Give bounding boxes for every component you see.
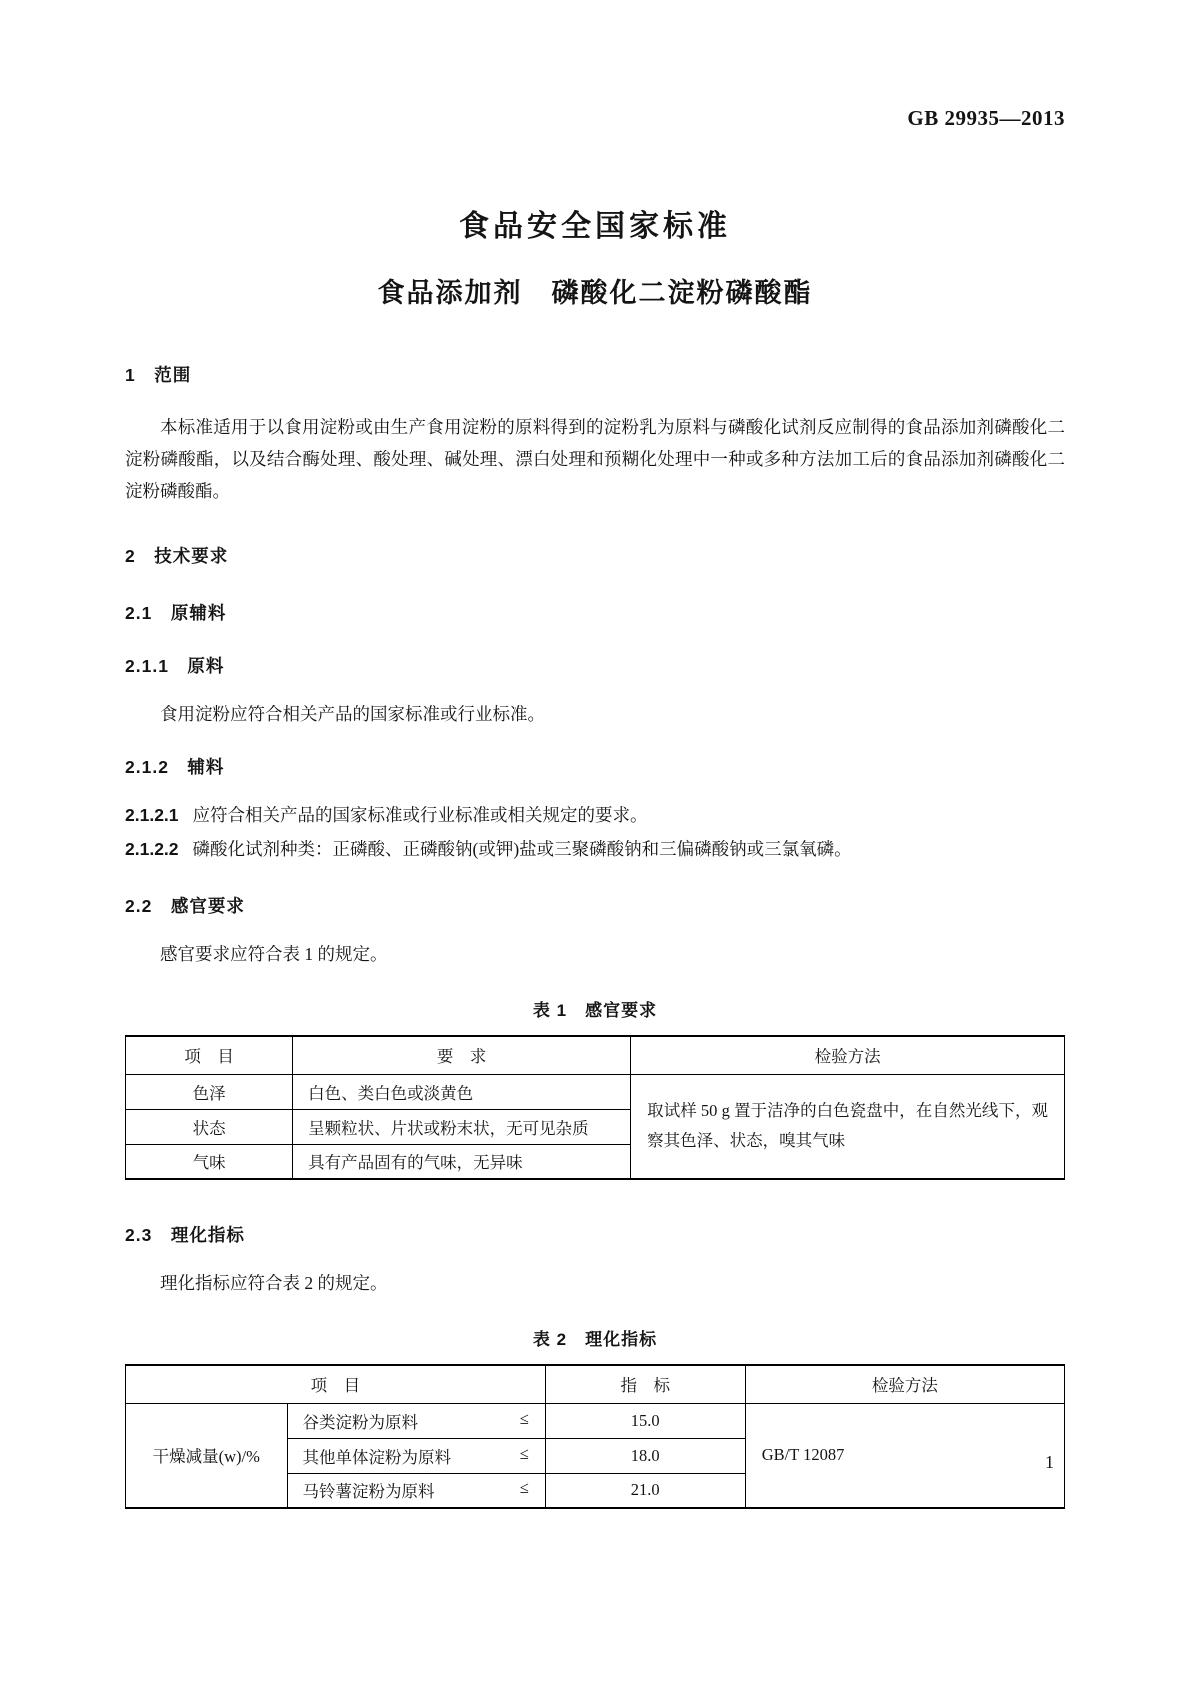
clause-2-1-2-2: [125, 833, 1065, 865]
table-2-value-cereal: 15.0: [545, 1403, 745, 1438]
table-2-value-other: 18.0: [545, 1438, 745, 1473]
table-2-header-method: 检验方法: [745, 1365, 1064, 1403]
table-1-item-color: 色泽: [126, 1074, 293, 1109]
section-1-paragraph: 本标准适用于以食用淀粉或由生产食用淀粉的原料得到的淀粉乳为原料与磷酸化试剂反应制得的食品添加剂磷酸化二淀粉磷酸酯，以及结合酶处理、酸处理、碱处理、漂白处理和预糊化处理中一种或多种方法加工后的食品添加剂磷酸化二淀粉磷酸酯。: [125, 417, 1065, 501]
table-1-item-odor: 气味: [126, 1144, 293, 1179]
table-1-caption: 表 1 感官要求: [532, 1001, 658, 1020]
clause-2-1-2-1-number: 2.1.2.1: [125, 805, 179, 825]
page-number: 1: [1045, 1452, 1054, 1472]
section-2-1-1-heading: 2.1.1 原料: [125, 656, 225, 676]
standard-number: GB 29935—2013: [907, 106, 1065, 130]
table-2-sub-cereal-label: 谷类淀粉为原料: [302, 1412, 418, 1432]
table-2-method-cell: GB/T 12087: [745, 1403, 1064, 1508]
table-row: [126, 1403, 1065, 1438]
section-1-heading: 1 范围: [125, 365, 192, 385]
section-2-1-2-heading: 2.1.2 辅料: [125, 757, 225, 777]
table-1-method-cell: 取试样 50 g 置于洁净的白色瓷盘中，在自然光线下，观察其色泽、状态，嗅其气味: [631, 1074, 1065, 1179]
table-2-header-index: 指 标: [545, 1365, 745, 1403]
section-2-heading: 2 技术要求: [125, 546, 229, 566]
table-1-item-state: 状态: [126, 1109, 293, 1144]
less-equal-symbol: ≤: [519, 1478, 529, 1498]
less-equal-symbol: ≤: [519, 1408, 529, 1428]
section-2-2-paragraph: 感官要求应符合表 1 的规定。: [160, 944, 388, 964]
physical-chemical-index-table: [125, 1364, 1065, 1509]
clause-2-1-2-1: [125, 799, 1065, 831]
table-1-header-method: 检验方法: [631, 1036, 1065, 1074]
table-1-header-item: 项 目: [126, 1036, 293, 1074]
table-1-req-state: 呈颗粒状、片状或粉末状，无可见杂质: [293, 1109, 631, 1144]
clause-2-1-2-2-text: 磷酸化试剂种类：正磷酸、正磷酸钠(或钾)盐或三聚磷酸钠和三偏磷酸钠或三氯氧磷。: [192, 839, 852, 859]
table-1-header-requirement: 要 求: [293, 1036, 631, 1074]
sub-title: 食品添加剂 磷酸化二淀粉磷酸酯: [377, 278, 813, 308]
main-title: 食品安全国家标准: [459, 210, 731, 243]
clause-2-1-2-2-number: 2.1.2.2: [125, 839, 179, 859]
section-2-3-paragraph: 理化指标应符合表 2 的规定。: [160, 1273, 388, 1293]
table-2-header-item: 项 目: [126, 1365, 546, 1403]
table-2-sub-cereal: [287, 1403, 545, 1438]
table-2-value-potato: 21.0: [545, 1473, 745, 1508]
table-1-req-color: 白色、类白色或淡黄色: [293, 1074, 631, 1109]
table-2-row-label: 干燥减量(w)/%: [126, 1403, 288, 1508]
section-2-2-heading: 2.2 感官要求: [125, 896, 245, 916]
table-1-req-odor: 具有产品固有的气味，无异味: [293, 1144, 631, 1179]
table-2-caption: 表 2 理化指标: [532, 1330, 658, 1349]
table-2-sub-potato: [287, 1473, 545, 1508]
table-2-sub-other-label: 其他单体淀粉为原料: [302, 1447, 451, 1467]
table-row: [126, 1074, 1065, 1109]
table-2-sub-potato-label: 马铃薯淀粉为原料: [302, 1482, 435, 1502]
less-equal-symbol: ≤: [519, 1443, 529, 1463]
section-2-1-1-paragraph: 食用淀粉应符合相关产品的国家标准或行业标准。: [160, 704, 545, 724]
clause-2-1-2-1-text: 应符合相关产品的国家标准或行业标准或相关规定的要求。: [192, 805, 648, 825]
table-1-header-row: [126, 1036, 1065, 1074]
section-2-3-heading: 2.3 理化指标: [125, 1225, 245, 1245]
sensory-requirements-table: [125, 1035, 1065, 1180]
table-2-sub-other: [287, 1438, 545, 1473]
table-2-header-row: [126, 1365, 1065, 1403]
section-2-1-heading: 2.1 原辅料: [125, 603, 227, 623]
